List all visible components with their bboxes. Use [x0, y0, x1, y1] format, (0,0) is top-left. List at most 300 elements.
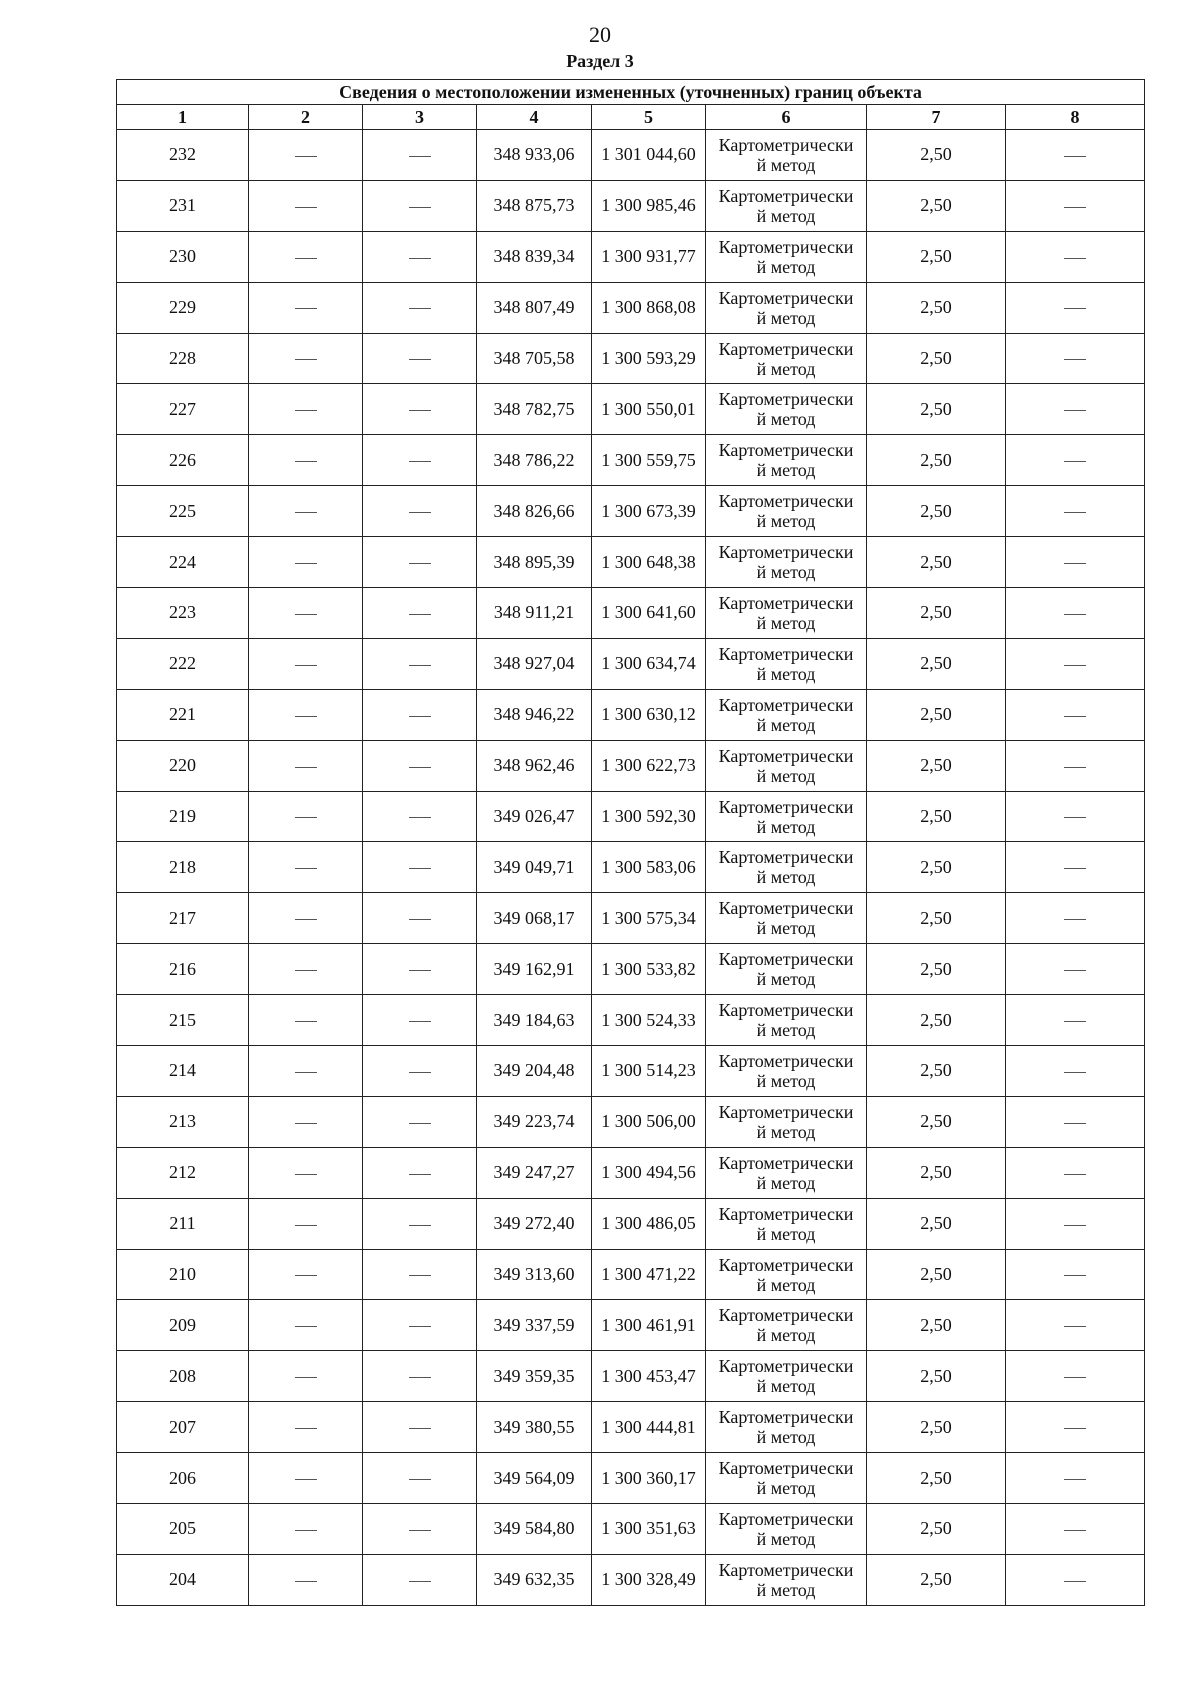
dash-mark [409, 665, 431, 666]
x-coordinate-cell: 348 911,21 [477, 588, 592, 639]
method-text-line1: Картометрически [718, 796, 854, 817]
method-text-line2: й метод [756, 1070, 816, 1091]
method-text-line2: й метод [756, 612, 816, 633]
dash-mark [295, 767, 317, 768]
column-number-header: 8 [1006, 105, 1145, 130]
x-coordinate-cell: 349 564,09 [477, 1453, 592, 1504]
method-cell [706, 791, 867, 842]
method-cell [706, 1249, 867, 1300]
accuracy-cell: 2,50 [867, 130, 1006, 181]
point-number-cell: 207 [117, 1402, 249, 1453]
table-row [117, 995, 1145, 1046]
dash-mark [1064, 868, 1086, 869]
method-text-line1: Картометрически [718, 491, 854, 512]
empty-cell-col8 [1006, 486, 1145, 537]
method-text-line2: й метод [756, 867, 816, 888]
method-cell [706, 333, 867, 384]
point-number-cell: 217 [117, 893, 249, 944]
y-coordinate-cell: 1 300 533,82 [592, 944, 706, 995]
method-text-line1: Картометрически [718, 1050, 854, 1071]
page-number: 20 [589, 22, 611, 47]
method-text-line2: й метод [756, 1020, 816, 1041]
dash-mark [1064, 461, 1086, 462]
point-number-cell: 221 [117, 689, 249, 740]
dash-mark [1064, 1275, 1086, 1276]
empty-cell-col8 [1006, 537, 1145, 588]
dash-mark [295, 970, 317, 971]
empty-cell-col8 [1006, 893, 1145, 944]
dash-mark [295, 1581, 317, 1582]
dash-mark [409, 716, 431, 717]
empty-cell-col2 [249, 537, 363, 588]
method-text-line1: Картометрически [718, 1458, 854, 1479]
accuracy-cell: 2,50 [867, 842, 1006, 893]
accuracy-cell: 2,50 [867, 791, 1006, 842]
empty-cell-col3 [363, 1554, 477, 1605]
dash-mark [295, 1123, 317, 1124]
point-number-cell: 208 [117, 1351, 249, 1402]
method-text-line1: Картометрически [718, 643, 854, 664]
empty-cell-col3 [363, 1300, 477, 1351]
dash-mark [1064, 614, 1086, 615]
y-coordinate-cell: 1 300 985,46 [592, 180, 706, 231]
dash-mark [1064, 1174, 1086, 1175]
method-cell [706, 435, 867, 486]
point-number-cell: 214 [117, 1046, 249, 1097]
y-coordinate-cell: 1 300 461,91 [592, 1300, 706, 1351]
dash-mark [409, 461, 431, 462]
method-cell [706, 995, 867, 1046]
dash-mark [1064, 512, 1086, 513]
y-coordinate-cell: 1 300 641,60 [592, 588, 706, 639]
empty-cell-col2 [249, 1198, 363, 1249]
dash-mark [295, 207, 317, 208]
dash-mark [409, 970, 431, 971]
empty-cell-col3 [363, 282, 477, 333]
accuracy-cell: 2,50 [867, 1351, 1006, 1402]
dash-mark [295, 1021, 317, 1022]
accuracy-cell: 2,50 [867, 1096, 1006, 1147]
accuracy-cell: 2,50 [867, 1046, 1006, 1097]
empty-cell-col3 [363, 1504, 477, 1555]
x-coordinate-cell: 348 839,34 [477, 231, 592, 282]
x-coordinate-cell: 348 962,46 [477, 740, 592, 791]
method-text-line2: й метод [756, 1528, 816, 1549]
method-text-line2: й метод [756, 765, 816, 786]
method-text-line2: й метод [756, 816, 816, 837]
dash-mark [409, 1530, 431, 1531]
method-text-line2: й метод [756, 1427, 816, 1448]
empty-cell-col3 [363, 537, 477, 588]
point-number-cell: 232 [117, 130, 249, 181]
dash-mark [1064, 563, 1086, 564]
table-row [117, 588, 1145, 639]
point-number-cell: 206 [117, 1453, 249, 1504]
table-row [117, 1096, 1145, 1147]
method-text-line2: й метод [756, 256, 816, 277]
dash-mark [1064, 258, 1086, 259]
method-cell [706, 740, 867, 791]
method-text-line1: Картометрически [718, 1101, 854, 1122]
empty-cell-col2 [249, 995, 363, 1046]
x-coordinate-cell: 349 632,35 [477, 1554, 592, 1605]
y-coordinate-cell: 1 300 524,33 [592, 995, 706, 1046]
empty-cell-col2 [249, 588, 363, 639]
dash-mark [295, 308, 317, 309]
point-number-cell: 210 [117, 1249, 249, 1300]
x-coordinate-cell: 349 162,91 [477, 944, 592, 995]
empty-cell-col2 [249, 638, 363, 689]
dash-mark [409, 817, 431, 818]
empty-cell-col8 [1006, 1402, 1145, 1453]
accuracy-cell: 2,50 [867, 638, 1006, 689]
method-cell [706, 180, 867, 231]
empty-cell-col2 [249, 1453, 363, 1504]
dash-mark [1064, 716, 1086, 717]
table-row [117, 944, 1145, 995]
x-coordinate-cell: 348 875,73 [477, 180, 592, 231]
point-number-cell: 230 [117, 231, 249, 282]
empty-cell-col2 [249, 384, 363, 435]
accuracy-cell: 2,50 [867, 1402, 1006, 1453]
dash-mark [409, 359, 431, 360]
method-cell [706, 231, 867, 282]
dash-mark [409, 614, 431, 615]
dash-mark [295, 359, 317, 360]
table-row [117, 1504, 1145, 1555]
accuracy-cell: 2,50 [867, 1249, 1006, 1300]
point-number-cell: 227 [117, 384, 249, 435]
y-coordinate-cell: 1 300 559,75 [592, 435, 706, 486]
dash-mark [1064, 1377, 1086, 1378]
method-text-line2: й метод [756, 511, 816, 532]
method-text-line1: Картометрически [718, 1152, 854, 1173]
y-coordinate-cell: 1 300 494,56 [592, 1147, 706, 1198]
dash-mark [409, 767, 431, 768]
empty-cell-col3 [363, 1096, 477, 1147]
empty-cell-col3 [363, 944, 477, 995]
empty-cell-col2 [249, 944, 363, 995]
method-text-line1: Картометрически [718, 694, 854, 715]
empty-cell-col8 [1006, 1147, 1145, 1198]
dash-mark [295, 716, 317, 717]
method-text-line2: й метод [756, 307, 816, 328]
empty-cell-col3 [363, 638, 477, 689]
empty-cell-col8 [1006, 1351, 1145, 1402]
method-text-line1: Картометрически [718, 440, 854, 461]
dash-mark [1064, 308, 1086, 309]
accuracy-cell: 2,50 [867, 995, 1006, 1046]
empty-cell-col8 [1006, 1554, 1145, 1605]
dash-mark [295, 1225, 317, 1226]
dash-mark [295, 1174, 317, 1175]
accuracy-cell: 2,50 [867, 486, 1006, 537]
x-coordinate-cell: 349 204,48 [477, 1046, 592, 1097]
method-text-line1: Картометрически [718, 847, 854, 868]
dash-mark [1064, 1225, 1086, 1226]
dash-mark [1064, 817, 1086, 818]
dash-mark [1064, 156, 1086, 157]
dash-mark [295, 1072, 317, 1073]
dash-mark [1064, 665, 1086, 666]
empty-cell-col8 [1006, 282, 1145, 333]
method-cell [706, 1351, 867, 1402]
x-coordinate-cell: 348 786,22 [477, 435, 592, 486]
x-coordinate-cell: 349 380,55 [477, 1402, 592, 1453]
point-number-cell: 209 [117, 1300, 249, 1351]
empty-cell-col8 [1006, 588, 1145, 639]
method-text-line1: Картометрически [718, 134, 854, 155]
x-coordinate-cell: 348 782,75 [477, 384, 592, 435]
x-coordinate-cell: 349 247,27 [477, 1147, 592, 1198]
dash-mark [1064, 1326, 1086, 1327]
column-number-header: 5 [592, 105, 706, 130]
x-coordinate-cell: 349 049,71 [477, 842, 592, 893]
method-cell [706, 1096, 867, 1147]
x-coordinate-cell: 348 826,66 [477, 486, 592, 537]
empty-cell-col3 [363, 1453, 477, 1504]
y-coordinate-cell: 1 300 592,30 [592, 791, 706, 842]
dash-mark [295, 1479, 317, 1480]
dash-mark [409, 868, 431, 869]
method-cell [706, 842, 867, 893]
point-number-cell: 228 [117, 333, 249, 384]
dash-mark [295, 258, 317, 259]
dash-mark [1064, 970, 1086, 971]
method-cell [706, 282, 867, 333]
method-text-line2: й метод [756, 918, 816, 939]
accuracy-cell: 2,50 [867, 1147, 1006, 1198]
y-coordinate-cell: 1 300 630,12 [592, 689, 706, 740]
accuracy-cell: 2,50 [867, 333, 1006, 384]
method-cell [706, 944, 867, 995]
method-text-line1: Картометрически [718, 236, 854, 257]
empty-cell-col2 [249, 740, 363, 791]
empty-cell-col2 [249, 791, 363, 842]
x-coordinate-cell: 348 895,39 [477, 537, 592, 588]
y-coordinate-cell: 1 300 328,49 [592, 1554, 706, 1605]
dash-mark [409, 512, 431, 513]
method-text-line1: Картометрически [718, 1407, 854, 1428]
point-number-cell: 204 [117, 1554, 249, 1605]
y-coordinate-cell: 1 300 453,47 [592, 1351, 706, 1402]
empty-cell-col2 [249, 1504, 363, 1555]
dash-mark [409, 156, 431, 157]
method-text-line2: й метод [756, 1478, 816, 1499]
dash-mark [409, 258, 431, 259]
column-number-header: 6 [706, 105, 867, 130]
table-row [117, 180, 1145, 231]
table-row [117, 384, 1145, 435]
dash-mark [295, 512, 317, 513]
empty-cell-col3 [363, 1249, 477, 1300]
table-row [117, 1198, 1145, 1249]
method-cell [706, 1504, 867, 1555]
dash-mark [409, 308, 431, 309]
dash-mark [295, 563, 317, 564]
table-body [117, 130, 1145, 1606]
x-coordinate-cell: 349 223,74 [477, 1096, 592, 1147]
x-coordinate-cell: 348 807,49 [477, 282, 592, 333]
empty-cell-col2 [249, 333, 363, 384]
y-coordinate-cell: 1 300 360,17 [592, 1453, 706, 1504]
method-cell [706, 537, 867, 588]
dash-mark [409, 563, 431, 564]
method-text-line1: Картометрически [718, 287, 854, 308]
empty-cell-col3 [363, 1402, 477, 1453]
dash-mark [295, 1428, 317, 1429]
y-coordinate-cell: 1 300 648,38 [592, 537, 706, 588]
table-row [117, 638, 1145, 689]
accuracy-cell: 2,50 [867, 588, 1006, 639]
x-coordinate-cell: 348 933,06 [477, 130, 592, 181]
empty-cell-col8 [1006, 1300, 1145, 1351]
y-coordinate-cell: 1 300 868,08 [592, 282, 706, 333]
empty-cell-col3 [363, 231, 477, 282]
x-coordinate-cell: 349 068,17 [477, 893, 592, 944]
empty-cell-col3 [363, 1147, 477, 1198]
method-cell [706, 1147, 867, 1198]
y-coordinate-cell: 1 300 583,06 [592, 842, 706, 893]
point-number-cell: 220 [117, 740, 249, 791]
dash-mark [1064, 410, 1086, 411]
method-cell [706, 588, 867, 639]
empty-cell-col2 [249, 1046, 363, 1097]
point-number-cell: 212 [117, 1147, 249, 1198]
empty-cell-col2 [249, 842, 363, 893]
method-cell [706, 638, 867, 689]
empty-cell-col3 [363, 588, 477, 639]
empty-cell-col2 [249, 130, 363, 181]
x-coordinate-cell: 349 272,40 [477, 1198, 592, 1249]
accuracy-cell: 2,50 [867, 537, 1006, 588]
empty-cell-col8 [1006, 791, 1145, 842]
empty-cell-col2 [249, 1096, 363, 1147]
point-number-cell: 216 [117, 944, 249, 995]
method-cell [706, 893, 867, 944]
empty-cell-col8 [1006, 689, 1145, 740]
method-text-line2: й метод [756, 969, 816, 990]
empty-cell-col3 [363, 486, 477, 537]
table-row [117, 537, 1145, 588]
table-row [117, 893, 1145, 944]
point-number-cell: 223 [117, 588, 249, 639]
column-number-header: 4 [477, 105, 592, 130]
dash-mark [409, 1428, 431, 1429]
method-cell [706, 1046, 867, 1097]
table-row [117, 689, 1145, 740]
section-title: Раздел 3 [566, 51, 634, 71]
point-number-cell: 225 [117, 486, 249, 537]
method-text-line2: й метод [756, 154, 816, 175]
method-cell [706, 384, 867, 435]
method-text-line1: Картометрически [718, 542, 854, 563]
dash-mark [1064, 1581, 1086, 1582]
method-cell [706, 1198, 867, 1249]
dash-mark [295, 919, 317, 920]
dash-mark [295, 461, 317, 462]
x-coordinate-cell: 348 705,58 [477, 333, 592, 384]
method-text-line2: й метод [756, 409, 816, 430]
dash-mark [295, 156, 317, 157]
column-number-row [117, 105, 1145, 130]
empty-cell-col2 [249, 689, 363, 740]
accuracy-cell: 2,50 [867, 689, 1006, 740]
dash-mark [409, 410, 431, 411]
table-row [117, 231, 1145, 282]
method-text-line1: Картометрически [718, 1508, 854, 1529]
dash-mark [409, 919, 431, 920]
dash-mark [1064, 359, 1086, 360]
empty-cell-col3 [363, 1046, 477, 1097]
dash-mark [295, 1377, 317, 1378]
empty-cell-col3 [363, 384, 477, 435]
x-coordinate-cell: 348 927,04 [477, 638, 592, 689]
empty-cell-col8 [1006, 638, 1145, 689]
table-row [117, 1046, 1145, 1097]
column-number-header: 2 [249, 105, 363, 130]
dash-mark [295, 1275, 317, 1276]
accuracy-cell: 2,50 [867, 1504, 1006, 1555]
empty-cell-col3 [363, 1351, 477, 1402]
accuracy-cell: 2,50 [867, 1198, 1006, 1249]
empty-cell-col3 [363, 1198, 477, 1249]
dash-mark [295, 410, 317, 411]
method-text-line1: Картометрически [718, 1356, 854, 1377]
dash-mark [1064, 1072, 1086, 1073]
column-number-header: 7 [867, 105, 1006, 130]
method-text-line2: й метод [756, 1274, 816, 1295]
method-text-line2: й метод [756, 1325, 816, 1346]
empty-cell-col2 [249, 1300, 363, 1351]
dash-mark [409, 1021, 431, 1022]
empty-cell-col3 [363, 893, 477, 944]
method-text-line1: Картометрически [718, 1000, 854, 1021]
method-cell [706, 486, 867, 537]
method-cell [706, 1554, 867, 1605]
empty-cell-col2 [249, 231, 363, 282]
empty-cell-col2 [249, 486, 363, 537]
table-row [117, 740, 1145, 791]
point-number-cell: 226 [117, 435, 249, 486]
method-text-line2: й метод [756, 1121, 816, 1142]
method-text-line2: й метод [756, 562, 816, 583]
dash-mark [295, 868, 317, 869]
empty-cell-col2 [249, 180, 363, 231]
empty-cell-col3 [363, 180, 477, 231]
empty-cell-col2 [249, 1554, 363, 1605]
method-text-line2: й метод [756, 1579, 816, 1600]
method-text-line1: Картометрически [718, 389, 854, 410]
column-number-header: 1 [117, 105, 249, 130]
table-row [117, 486, 1145, 537]
table-row [117, 1249, 1145, 1300]
dash-mark [295, 665, 317, 666]
dash-mark [1064, 767, 1086, 768]
method-cell [706, 1453, 867, 1504]
dash-mark [1064, 1530, 1086, 1531]
method-text-line2: й метод [756, 460, 816, 481]
table-row [117, 1147, 1145, 1198]
method-text-line1: Картометрически [718, 949, 854, 970]
point-number-cell: 218 [117, 842, 249, 893]
dash-mark [409, 1326, 431, 1327]
table-row [117, 333, 1145, 384]
empty-cell-col8 [1006, 995, 1145, 1046]
dash-mark [1064, 919, 1086, 920]
method-cell [706, 1402, 867, 1453]
x-coordinate-cell: 349 337,59 [477, 1300, 592, 1351]
